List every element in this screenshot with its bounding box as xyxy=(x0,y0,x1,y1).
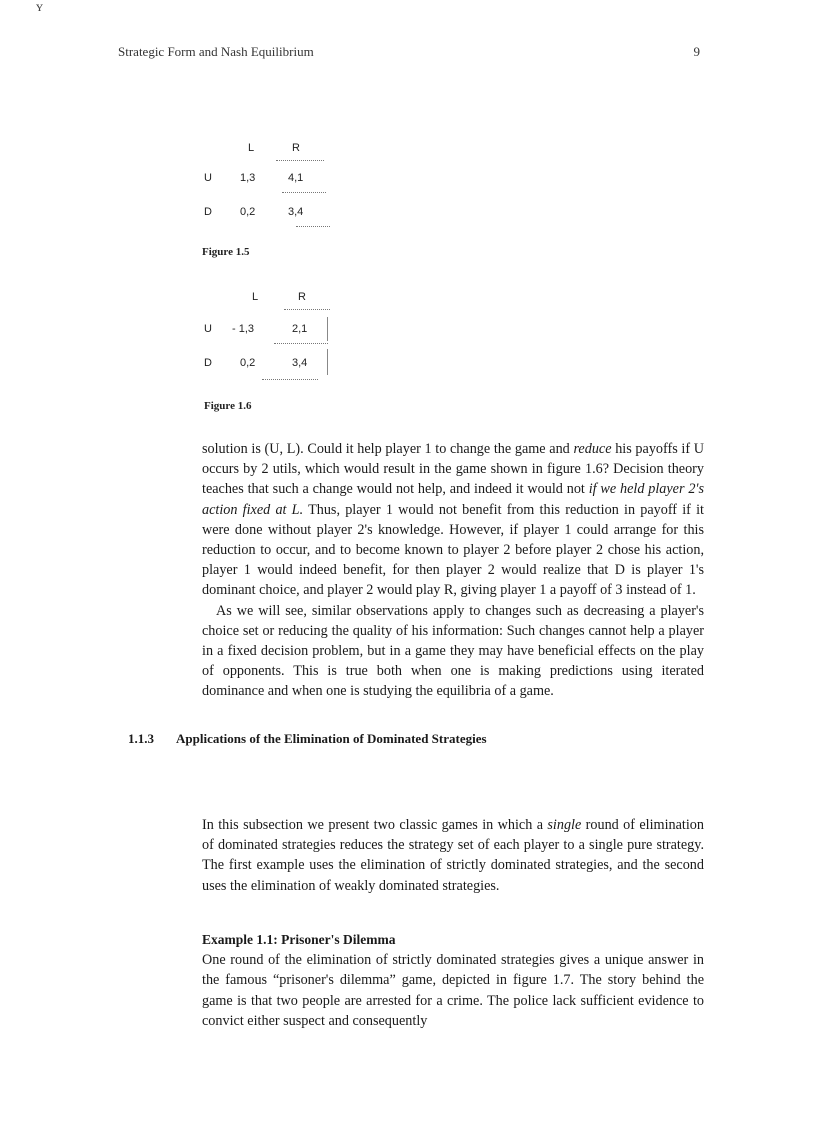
section-number: 1.1.3 xyxy=(128,731,154,746)
paragraph-1-text-c: Thus, player 1 would not benefit from this reduction in payoff if it were done without player 2's knowledge. However, if player 1 could arrange for this reduction to occur, and to become known to player 2 before player 2 chose his action, player 1 would indeed benefit, for then player 2 would realize that D is player 1's dominant choice, and player 2 would play R, giving player 1 a payoff of 3 instead of 1. xyxy=(202,501,704,599)
matrix-rule xyxy=(284,309,330,310)
figure-1-6-caption: Figure 1.6 xyxy=(204,400,252,412)
matrix-rule xyxy=(262,379,318,380)
payoff-d-r: 3,4 xyxy=(288,206,304,218)
row-label-u: U xyxy=(204,172,212,184)
emphasis-single: single xyxy=(547,817,582,833)
figure-1-6-matrix xyxy=(200,285,340,385)
payoff-u-l: - 1,3 xyxy=(232,323,255,335)
col-label-r: R xyxy=(298,291,306,303)
running-head xyxy=(118,44,700,60)
section-text-a: In this subsection we present two classic games in which a xyxy=(202,817,548,833)
section-title: Applications of the Elimination of Dominated Strategies xyxy=(176,731,487,746)
page-number: 9 xyxy=(693,44,700,59)
example-block xyxy=(202,930,704,1031)
matrix-vrule xyxy=(327,349,328,375)
matrix-vrule xyxy=(327,317,328,341)
col-label-l: L xyxy=(252,291,259,303)
payoff-u-r: 4,1 xyxy=(288,172,304,184)
example-paragraph: One round of the elimination of strictly dominated strategies gives a unique answer in the famous “prisoner's dilemma” game, depicted in figure 1.7. The story behind the game is that two people are arrested for a crime. The police lack sufficient evidence to convict either suspect and consequently xyxy=(202,952,704,1029)
section-heading xyxy=(128,731,487,747)
emphasis-reduce: reduce xyxy=(573,441,612,457)
row-label-d: D xyxy=(204,357,212,369)
section-intro-paragraph xyxy=(202,815,704,896)
top-left-mark: ʏ xyxy=(36,0,43,15)
payoff-d-l: 0,2 xyxy=(240,206,256,218)
row-label-u: U xyxy=(204,323,212,335)
matrix-rule xyxy=(282,192,326,193)
payoff-d-l: 0,2 xyxy=(240,357,256,369)
running-title: Strategic Form and Nash Equilibrium xyxy=(118,44,314,59)
paragraph-1-text-a: solution is (U, L). Could it help player 1 to change the game and xyxy=(202,441,574,457)
col-label-r: R xyxy=(292,142,300,154)
section-text-b: round of elimination of dominated strategies reduces the strategy set of each player to a single pure strategy. The first example uses the elimination of strictly dominated strategies, and the second uses the elimination of weakly dominated strategies. xyxy=(202,817,704,894)
example-heading: Example 1.1: Prisoner's Dilemma xyxy=(202,932,396,947)
col-label-l: L xyxy=(248,142,255,154)
payoff-d-r: 3,4 xyxy=(292,357,308,369)
row-label-d: D xyxy=(204,206,212,218)
matrix-rule xyxy=(274,343,328,344)
figure-1-5-caption: Figure 1.5 xyxy=(202,246,250,258)
paragraph-2: As we will see, similar observations apply to changes such as decreasing a player's choice set or reducing the quality of his information: Such changes cannot help a player in a fixed decision problem, but in a game they may have beneficial effects on the play of opponents. This is true both when one is making predictions using iterated dominance and when one is studying the equilibria of a game. xyxy=(202,602,704,700)
matrix-rule xyxy=(276,160,324,161)
paragraph-1 xyxy=(202,439,704,601)
body-paragraphs xyxy=(202,439,704,702)
emphasis-fixed-action: if we held player 2's action fixed at L. xyxy=(202,481,704,518)
matrix-rule xyxy=(296,226,330,227)
paragraph-1-text-b: his payoffs if U occurs by 2 utils, which would result in the game shown in figure 1.6? Decision theory teaches that such a change would not help, and indeed it would not xyxy=(202,441,704,498)
figure-1-5-matrix xyxy=(200,138,340,228)
payoff-u-l: 1,3 xyxy=(240,172,256,184)
section-body xyxy=(202,815,704,896)
payoff-u-r: 2,1 xyxy=(292,323,308,335)
